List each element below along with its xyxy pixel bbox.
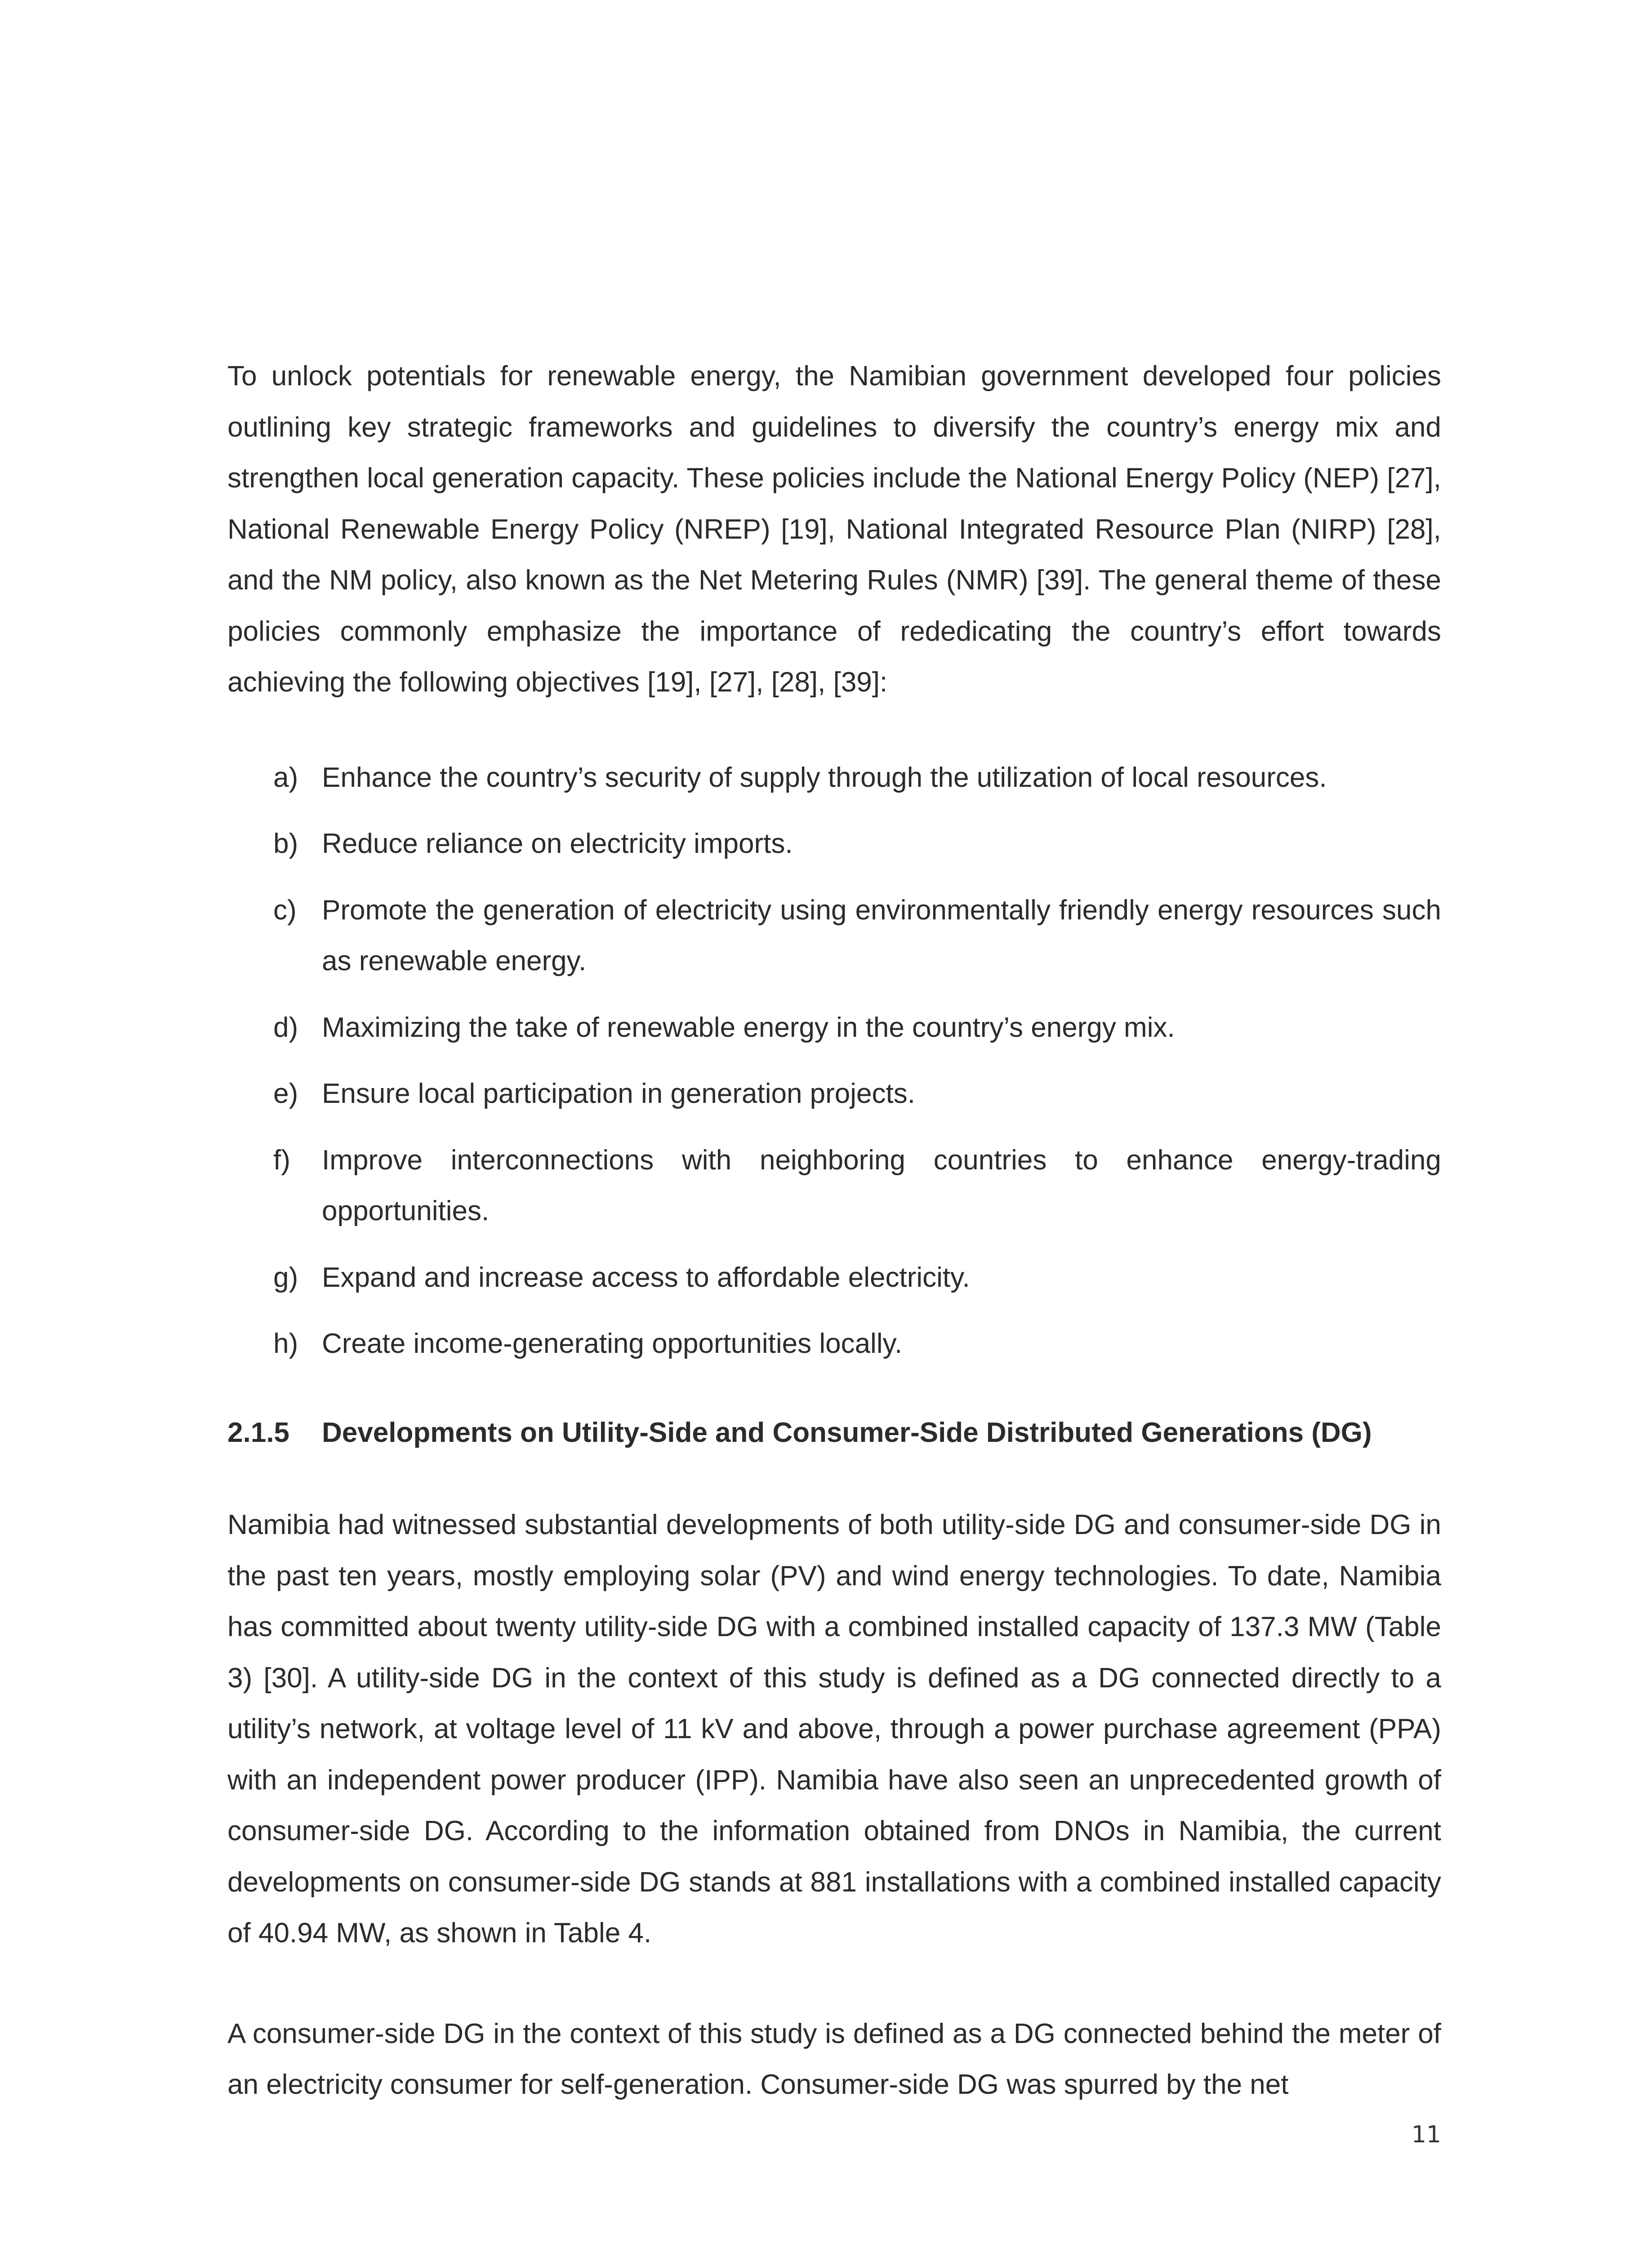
objective-item bbox=[227, 818, 1441, 870]
objective-item bbox=[227, 1002, 1441, 1053]
objective-text: Expand and increase access to affordable electricity. bbox=[322, 1262, 970, 1293]
objective-marker: h) bbox=[273, 1328, 298, 1359]
objective-marker: a) bbox=[273, 762, 298, 793]
objective-text: Ensure local participation in generation projects. bbox=[322, 1078, 915, 1109]
objective-text: Maximizing the take of renewable energy in the country’s energy mix. bbox=[322, 1012, 1175, 1043]
objective-marker: e) bbox=[273, 1078, 298, 1109]
objective-marker: b) bbox=[273, 828, 298, 859]
section-heading bbox=[227, 1407, 1441, 1459]
section-number: 2.1.5 bbox=[227, 1417, 289, 1448]
objective-text: Reduce reliance on electricity imports. bbox=[322, 828, 793, 859]
objective-item bbox=[227, 1318, 1441, 1369]
objective-text: Create income-generating opportunities locally. bbox=[322, 1328, 903, 1359]
objective-text: Enhance the country’s security of supply through the utilization of local resources. bbox=[322, 762, 1327, 793]
objective-item bbox=[227, 1135, 1441, 1237]
page-number: 11 bbox=[1411, 2121, 1441, 2148]
paragraph-developments: Namibia had witnessed substantial developments of both utility-side DG and consumer-side DG in the past ten years, mostly employing solar (PV) and wind energy technologies. To date, Namibia has committed about twenty utility-side DG with a combined installed capacity of 137.3 MW (Table 3) [30]. A utility-side DG in the context of this study is defined as a DG connected directly to a utility’s network, at voltage level of 11 kV and above, through a power purchase agreement (PPA) with an independent power producer (IPP). Namibia have also seen an unprecedented growth of consumer-side DG. According to the information obtained from DNOs in Namibia, the current developments on consumer-side DG stands at 881 installations with a combined installed capacity of 40.94 MW, as shown in Table 4. bbox=[227, 1509, 1441, 1949]
objective-item bbox=[227, 1252, 1441, 1303]
section-title: Developments on Utility-Side and Consumer-Side Distributed Generations (DG) bbox=[322, 1417, 1372, 1448]
objective-item bbox=[227, 752, 1441, 803]
paragraph-consumer-side: A consumer-side DG in the context of this study is defined as a DG connected behind the meter of an electricity consumer for self-generation. Consumer-side DG was spurred by the net bbox=[227, 2018, 1441, 2100]
paragraph-policies: To unlock potentials for renewable energy, the Namibian government developed four policies outlining key strategic frameworks and guidelines to diversify the country’s energy mix and strengthen local generation capacity. These policies include the National Energy Policy (NEP) [27], National Renewable Energy Policy (NREP) [19], National Integrated Resource Plan (NIRP) [28], and the NM policy, also known as the Net Metering Rules (NMR) [39]. The general theme of these policies commonly emphasize the importance of rededicating the country’s effort towards achieving the following objectives [19], [27], [28], [39]: bbox=[227, 361, 1441, 698]
objective-marker: g) bbox=[273, 1262, 298, 1293]
objective-marker: f) bbox=[273, 1144, 290, 1176]
objective-text: Promote the generation of electricity using environmentally friendly energy resources such as renewable energy. bbox=[322, 894, 1441, 977]
objective-item bbox=[227, 1068, 1441, 1120]
objective-marker: d) bbox=[273, 1012, 298, 1043]
objective-item bbox=[227, 885, 1441, 987]
objective-text: Improve interconnections with neighboring countries to enhance energy-trading opportunities. bbox=[322, 1144, 1441, 1227]
objective-marker: c) bbox=[273, 894, 297, 926]
objectives-list bbox=[227, 752, 1441, 1369]
page-content bbox=[227, 351, 1441, 2110]
